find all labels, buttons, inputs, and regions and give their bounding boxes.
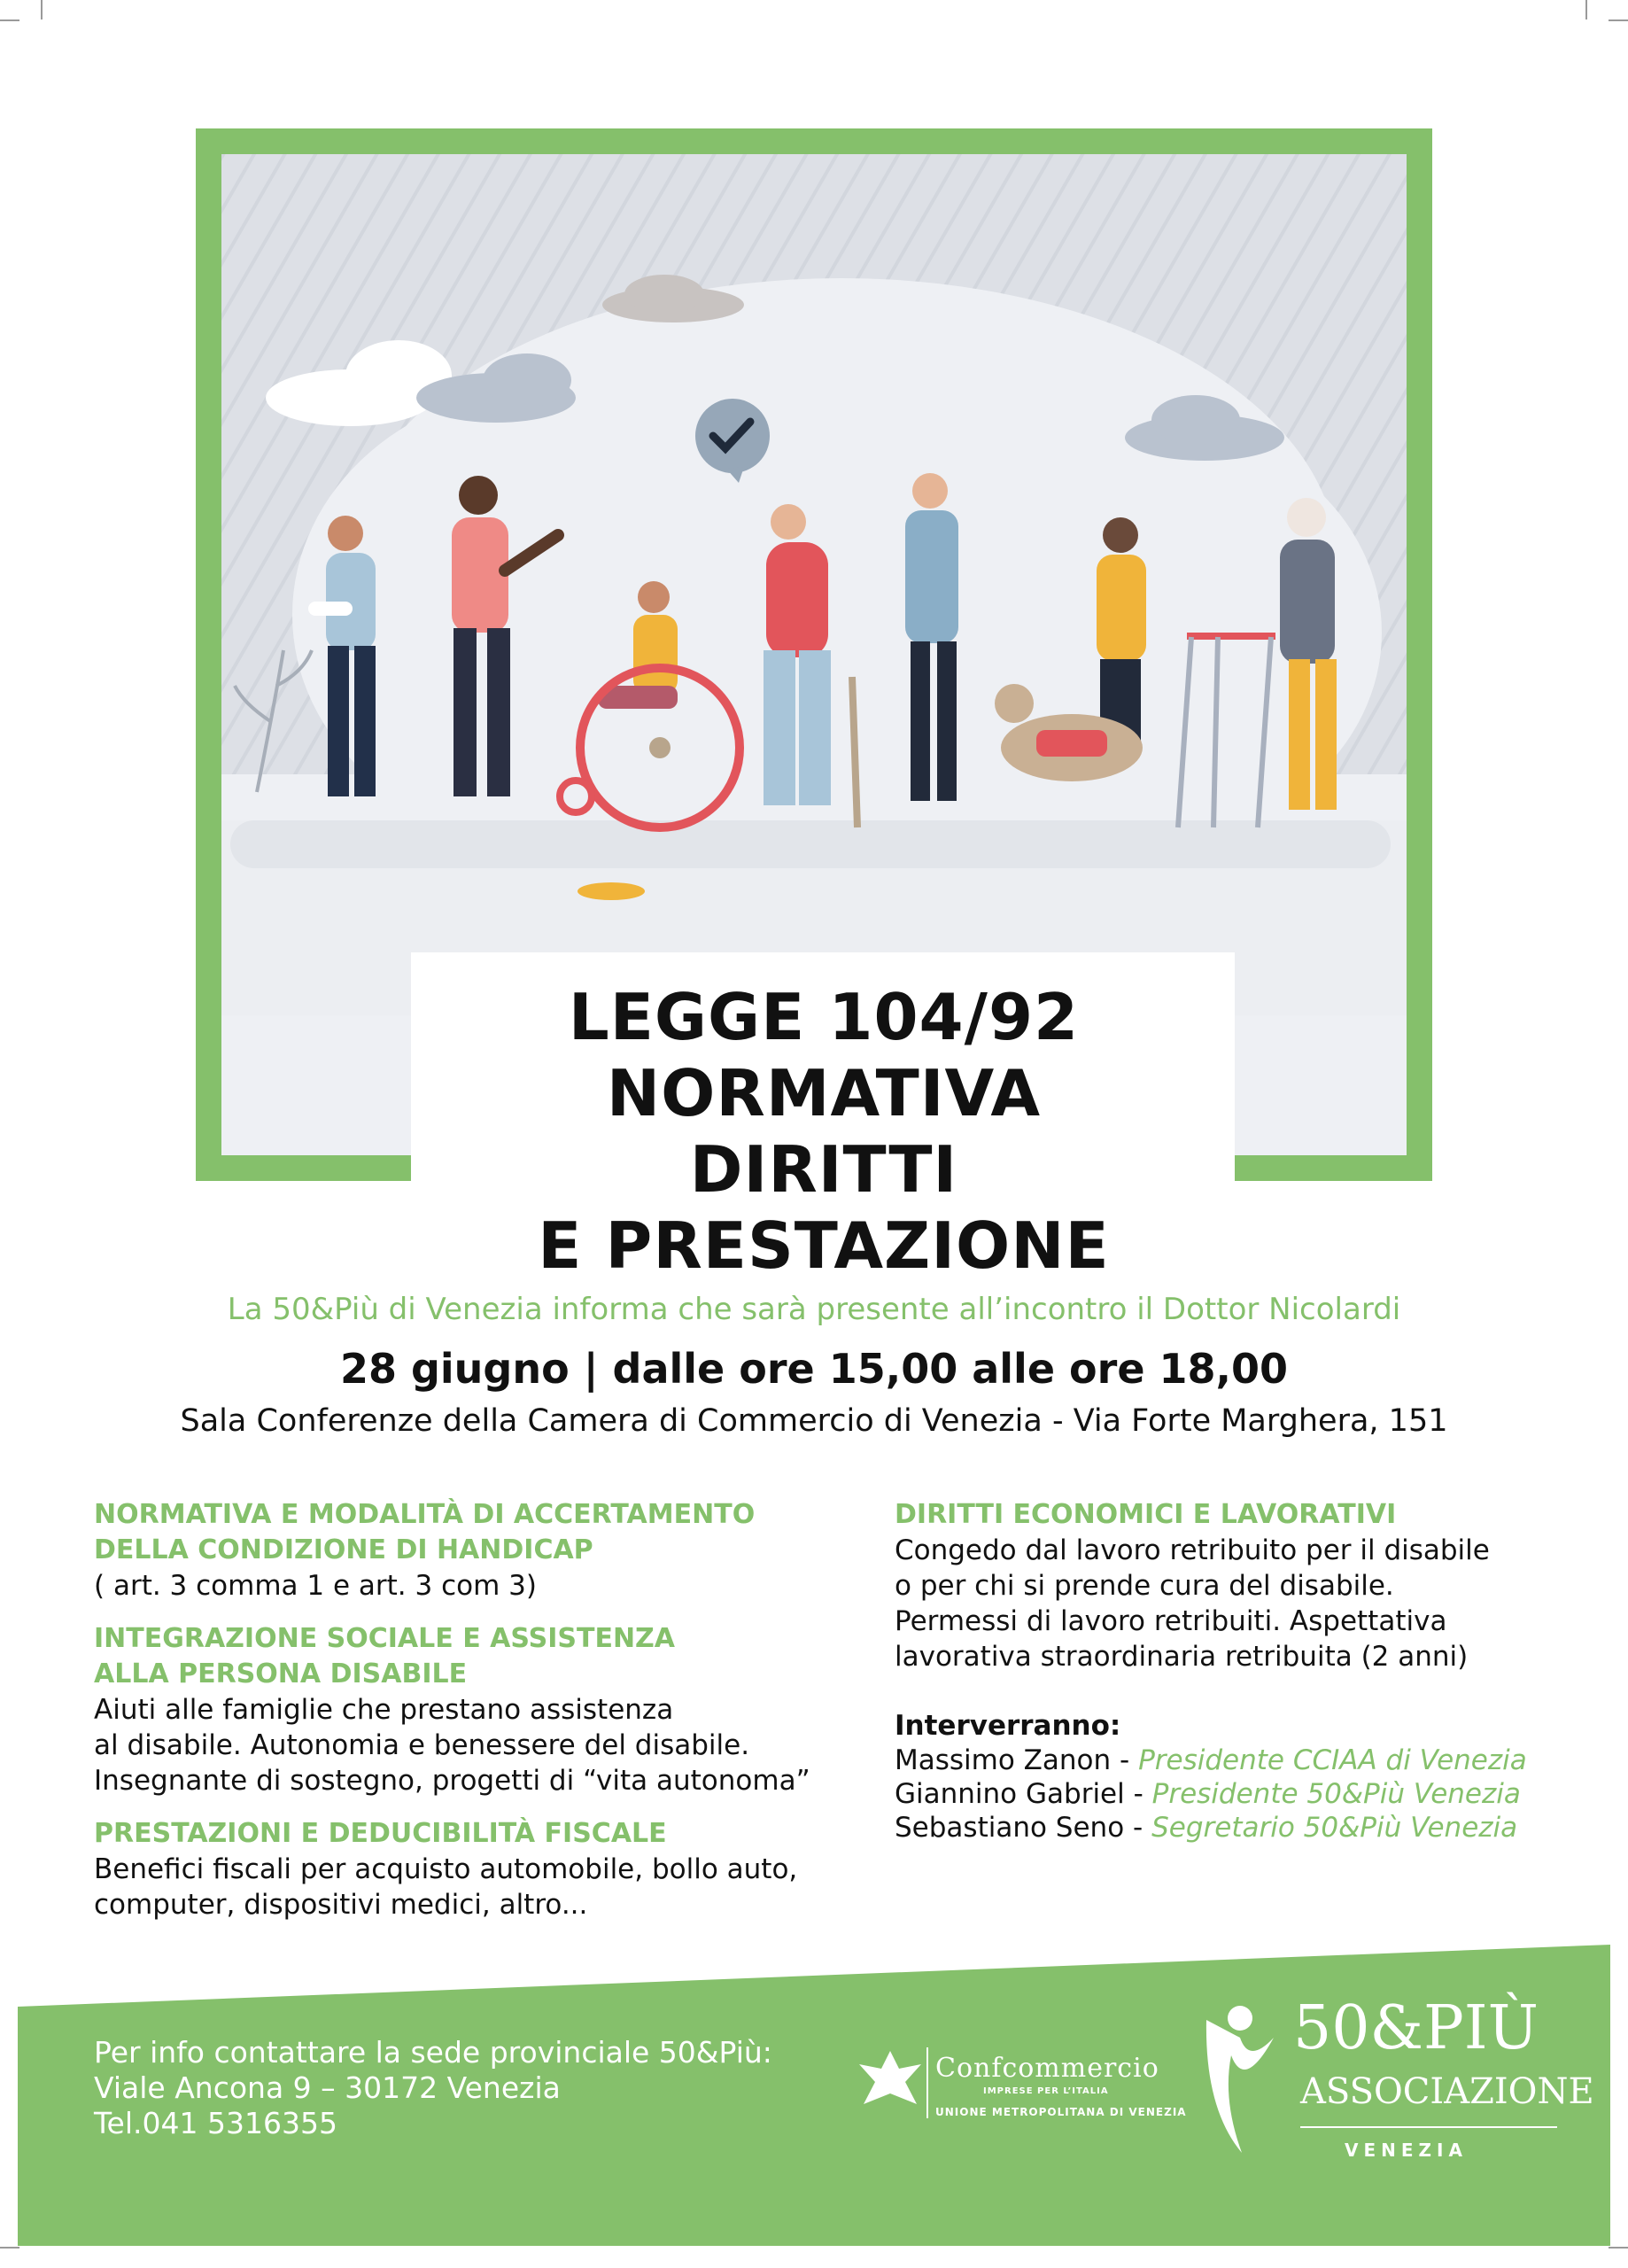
section-title: PRESTAZIONI E DEDUCIBILITÀ FISCALE [94, 1818, 667, 1849]
section-diritti [895, 1497, 1568, 1674]
intro-text: La 50&Più di Venezia informa che sarà presente all’incontro il Dottor Nicolardi [227, 1292, 1401, 1327]
section-body [94, 1692, 891, 1798]
eagle-icon [850, 2042, 930, 2122]
section-body-line: Insegnante di sostegno, progetti di “vita autonoma” [94, 1765, 810, 1797]
event-venue: Sala Conferenze della Camera di Commercio di Venezia - Via Forte Marghera, 151 [180, 1403, 1448, 1439]
contact-line: Per info contattare la sede provinciale 50&Più: [94, 2035, 772, 2070]
speaker-row [895, 1777, 1568, 1811]
crop-mark [0, 2247, 19, 2249]
confcommercio-tagline: IMPRESE PER L’ITALIA [983, 2086, 1109, 2096]
association-name: ASSOCIAZIONE [1300, 2071, 1594, 2112]
crop-mark [1585, 0, 1587, 19]
section-title: NORMATIVA E MODALITÀ DI ACCERTAMENTO [94, 1499, 756, 1530]
confcommercio-logo [850, 2042, 1205, 2157]
figure-logo-icon [1196, 2002, 1284, 2162]
section-body-line: ( art. 3 comma 1 e art. 3 com 3) [94, 1570, 537, 1602]
speaker-row [895, 1744, 1568, 1777]
section-title: DELLA CONDIZIONE DI HANDICAP [94, 1534, 593, 1565]
section-body-line: al disabile. Autonomia e benessere del disabile. [94, 1729, 750, 1761]
confcommercio-sub: UNIONE METROPOLITANA DI VENEZIA [935, 2106, 1187, 2118]
title-line: E PRESTAZIONE [538, 1208, 1110, 1283]
confcommercio-name: Confcommercio [935, 2053, 1159, 2084]
speaker-role: Segretario 50&Più Venezia [1151, 1812, 1518, 1844]
flower-icon [578, 882, 645, 900]
association-logo [1196, 1993, 1594, 2197]
section-accertamento [94, 1497, 891, 1604]
section-body-line: Congedo dal lavoro retribuito per il disabile [895, 1534, 1490, 1566]
speaker-row [895, 1811, 1568, 1845]
title-line: LEGGE 104/92 [568, 980, 1080, 1054]
left-column [94, 1497, 891, 1940]
footer-band [18, 1945, 1610, 2246]
section-body [94, 1568, 891, 1604]
event-date: 28 giugno | dalle ore 15,00 alle ore 18,00 [339, 1345, 1289, 1393]
title-line: NORMATIVA [606, 1056, 1042, 1130]
speaker-name: Giannino Gabriel - [895, 1778, 1152, 1810]
crop-mark [0, 19, 19, 21]
section-body-line: o per chi si prende cura del disabile. [895, 1570, 1394, 1602]
speaker-role: Presidente 50&Più Venezia [1151, 1778, 1521, 1810]
section-body-line: lavorativa straordinaria retribuita (2 anni) [895, 1641, 1469, 1673]
crop-mark [1609, 2247, 1628, 2249]
association-city: VENEZIA [1345, 2140, 1468, 2161]
contact-info [94, 2035, 772, 2141]
speakers-title: Interverranno: [895, 1710, 1121, 1742]
section-body [94, 1852, 891, 1922]
section-title: INTEGRAZIONE SOCIALE E ASSISTENZA [94, 1623, 676, 1654]
title-line: DIRITTI [689, 1132, 958, 1207]
section-title: ALLA PERSONA DISABILE [94, 1658, 468, 1689]
speaker-role: Presidente CCIAA di Venezia [1138, 1744, 1527, 1776]
page-title [213, 979, 1435, 1284]
right-column [895, 1497, 1568, 1845]
section-body-line: Permessi di lavoro retribuiti. Aspettativa [895, 1605, 1447, 1637]
crop-mark [41, 0, 43, 19]
contact-line: Viale Ancona 9 – 30172 Venezia [94, 2070, 561, 2105]
section-title: DIRITTI ECONOMICI E LAVORATIVI [895, 1499, 1397, 1530]
contact-phone: Tel.041 5316355 [94, 2106, 337, 2140]
section-prestazioni [94, 1816, 891, 1922]
section-body-line: computer, dispositivi medici, altro... [94, 1889, 588, 1921]
speaker-name: Sebastiano Seno - [895, 1812, 1152, 1844]
logo-divider [926, 2047, 928, 2118]
association-brand: 50&PIÙ [1293, 1993, 1539, 2063]
section-integrazione [94, 1621, 891, 1798]
crop-mark [1609, 19, 1628, 21]
section-body-line: Aiuti alle famiglie che prestano assistenza [94, 1694, 674, 1726]
section-body-line: Benefici fiscali per acquisto automobile, bollo auto, [94, 1853, 798, 1885]
logo-rule [1300, 2126, 1557, 2128]
speaker-name: Massimo Zanon - [895, 1744, 1139, 1776]
